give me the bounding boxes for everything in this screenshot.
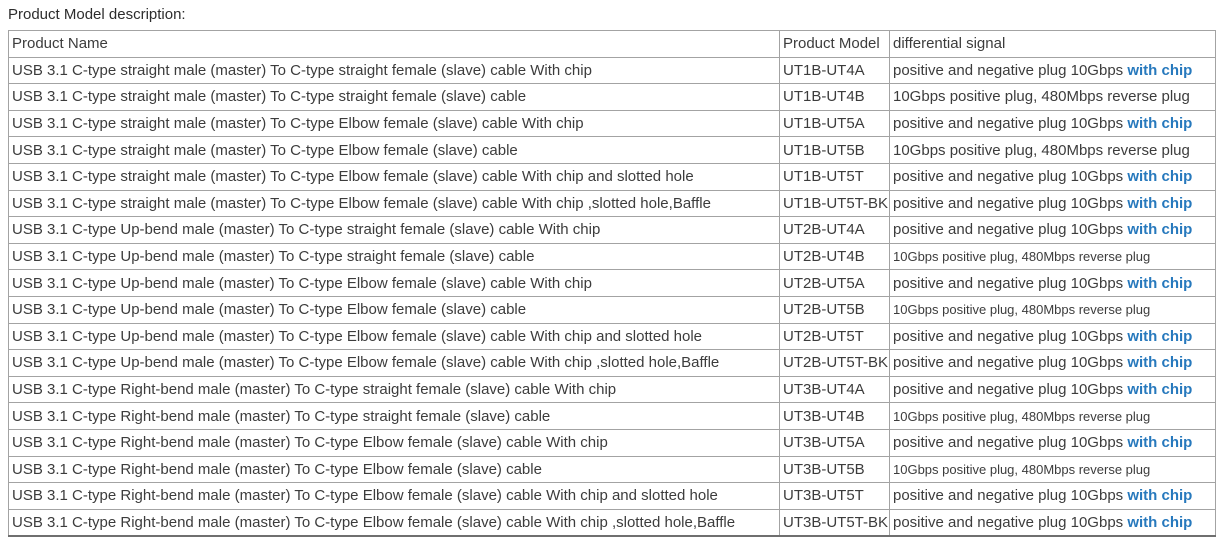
product-model-cell: UT2B-UT4A (780, 217, 890, 244)
with-chip-label: with chip (1123, 487, 1193, 505)
table-row (9, 509, 1216, 536)
table-row (9, 217, 1216, 244)
product-name-cell: USB 3.1 C-type Up-bend male (master) To C-type straight female (slave) cable (9, 243, 780, 270)
signal-text: positive and negative plug 10Gbps (893, 354, 1124, 372)
table-row (9, 323, 1216, 350)
product-model-cell: UT2B-UT5B (780, 296, 890, 323)
product-model-cell: UT1B-UT5A (780, 110, 890, 137)
differential-signal-cell (890, 110, 1216, 137)
with-chip-label: with chip (1123, 434, 1193, 452)
header-row (9, 31, 1216, 58)
with-chip-label: with chip (1123, 354, 1193, 372)
product-model-cell: UT1B-UT5B (780, 137, 890, 164)
product-model-cell: UT2B-UT5A (780, 270, 890, 297)
table-row (9, 57, 1216, 84)
signal-text: positive and negative plug 10Gbps (893, 115, 1124, 133)
product-name-cell: USB 3.1 C-type Right-bend male (master) To C-type Elbow female (slave) cable With chip and slotted hole (9, 483, 780, 510)
with-chip-label: with chip (1123, 221, 1193, 239)
signal-text: positive and negative plug 10Gbps (893, 381, 1124, 399)
signal-text: positive and negative plug 10Gbps (893, 194, 1124, 212)
product-model-cell: UT1B-UT4A (780, 57, 890, 84)
differential-signal-cell (890, 243, 1216, 270)
product-model-table (8, 30, 1216, 537)
product-name-cell: USB 3.1 C-type Right-bend male (master) To C-type straight female (slave) cable With chip (9, 376, 780, 403)
product-name-cell: USB 3.1 C-type Right-bend male (master) To C-type straight female (slave) cable (9, 403, 780, 430)
differential-signal-cell (890, 163, 1216, 190)
product-name-cell: USB 3.1 C-type straight male (master) To C-type Elbow female (slave) cable With chip and slotted hole (9, 163, 780, 190)
signal-text: 10Gbps positive plug, 480Mbps reverse plug (893, 249, 1151, 265)
with-chip-label: with chip (1123, 327, 1193, 345)
signal-text: 10Gbps positive plug, 480Mbps reverse plug (893, 461, 1151, 477)
differential-signal-cell (890, 509, 1216, 536)
signal-text: positive and negative plug 10Gbps (893, 434, 1124, 452)
signal-text: 10Gbps positive plug, 480Mbps reverse plug (893, 302, 1151, 318)
product-model-cell: UT2B-UT5T-BK (780, 350, 890, 377)
table-row (9, 270, 1216, 297)
product-name-cell: USB 3.1 C-type Right-bend male (master) To C-type Elbow female (slave) cable With chip (9, 429, 780, 456)
with-chip-label: with chip (1123, 194, 1193, 212)
differential-signal-cell (890, 376, 1216, 403)
product-name-cell: USB 3.1 C-type straight male (master) To C-type Elbow female (slave) cable With chip ,slotted hole,Baffle (9, 190, 780, 217)
product-name-cell: USB 3.1 C-type Up-bend male (master) To C-type Elbow female (slave) cable (9, 296, 780, 323)
product-model-cell: UT3B-UT5T-BK (780, 509, 890, 536)
table-row (9, 243, 1216, 270)
with-chip-label: with chip (1123, 168, 1193, 186)
product-name-cell: USB 3.1 C-type Right-bend male (master) To C-type Elbow female (slave) cable With chip ,slotted hole,Baffle (9, 509, 780, 536)
differential-signal-cell (890, 137, 1216, 164)
table-row (9, 110, 1216, 137)
product-model-cell: UT3B-UT5A (780, 429, 890, 456)
signal-text: positive and negative plug 10Gbps (893, 513, 1124, 531)
differential-signal-cell (890, 323, 1216, 350)
signal-text: positive and negative plug 10Gbps (893, 274, 1124, 292)
with-chip-label: with chip (1123, 274, 1193, 292)
differential-signal-cell (890, 456, 1216, 483)
product-name-cell: USB 3.1 C-type straight male (master) To C-type straight female (slave) cable With chip (9, 57, 780, 84)
signal-text: positive and negative plug 10Gbps (893, 327, 1124, 345)
signal-text: positive and negative plug 10Gbps (893, 221, 1124, 239)
differential-signal-cell (890, 403, 1216, 430)
signal-text: positive and negative plug 10Gbps (893, 61, 1124, 79)
table-row (9, 190, 1216, 217)
product-name-cell: USB 3.1 C-type Up-bend male (master) To C-type Elbow female (slave) cable With chip and slotted hole (9, 323, 780, 350)
col-header-product-name: Product Name (9, 31, 780, 58)
differential-signal-cell (890, 190, 1216, 217)
product-name-cell: USB 3.1 C-type Right-bend male (master) To C-type Elbow female (slave) cable (9, 456, 780, 483)
page-title: Product Model description: (8, 6, 186, 23)
table-row (9, 163, 1216, 190)
with-chip-label: with chip (1123, 115, 1193, 133)
with-chip-label: with chip (1123, 513, 1193, 531)
differential-signal-cell (890, 57, 1216, 84)
product-name-cell: USB 3.1 C-type straight male (master) To C-type Elbow female (slave) cable (9, 137, 780, 164)
with-chip-label: with chip (1123, 381, 1193, 399)
product-model-cell: UT2B-UT4B (780, 243, 890, 270)
product-name-cell: USB 3.1 C-type straight male (master) To C-type Elbow female (slave) cable With chip (9, 110, 780, 137)
table-row (9, 376, 1216, 403)
table-row (9, 403, 1216, 430)
signal-text: 10Gbps positive plug, 480Mbps reverse plug (893, 408, 1151, 424)
product-model-cell: UT1B-UT4B (780, 84, 890, 111)
table-row (9, 84, 1216, 111)
product-model-cell: UT3B-UT5B (780, 456, 890, 483)
table-row (9, 483, 1216, 510)
product-model-cell: UT3B-UT5T (780, 483, 890, 510)
with-chip-label: with chip (1123, 61, 1193, 79)
differential-signal-cell (890, 350, 1216, 377)
product-model-cell: UT3B-UT4A (780, 376, 890, 403)
signal-text: positive and negative plug 10Gbps (893, 487, 1124, 505)
product-name-cell: USB 3.1 C-type Up-bend male (master) To C-type Elbow female (slave) cable With chip ,slotted hole,Baffle (9, 350, 780, 377)
table-row (9, 456, 1216, 483)
product-model-cell: UT3B-UT4B (780, 403, 890, 430)
signal-text: 10Gbps positive plug, 480Mbps reverse plug (893, 88, 1190, 106)
product-name-cell: USB 3.1 C-type straight male (master) To C-type straight female (slave) cable (9, 84, 780, 111)
col-header-product-model: Product Model (780, 31, 890, 58)
differential-signal-cell (890, 270, 1216, 297)
product-name-cell: USB 3.1 C-type Up-bend male (master) To C-type straight female (slave) cable With chip (9, 217, 780, 244)
product-name-cell: USB 3.1 C-type Up-bend male (master) To C-type Elbow female (slave) cable With chip (9, 270, 780, 297)
differential-signal-cell (890, 429, 1216, 456)
signal-text: positive and negative plug 10Gbps (893, 168, 1124, 186)
table-row (9, 296, 1216, 323)
product-model-cell: UT1B-UT5T (780, 163, 890, 190)
differential-signal-cell (890, 483, 1216, 510)
product-model-cell: UT2B-UT5T (780, 323, 890, 350)
table-row (9, 137, 1216, 164)
col-header-differential-signal: differential signal (890, 31, 1216, 58)
product-model-cell: UT1B-UT5T-BK (780, 190, 890, 217)
differential-signal-cell (890, 296, 1216, 323)
differential-signal-cell (890, 84, 1216, 111)
table-row (9, 429, 1216, 456)
table-row (9, 350, 1216, 377)
signal-text: 10Gbps positive plug, 480Mbps reverse plug (893, 141, 1190, 159)
differential-signal-cell (890, 217, 1216, 244)
